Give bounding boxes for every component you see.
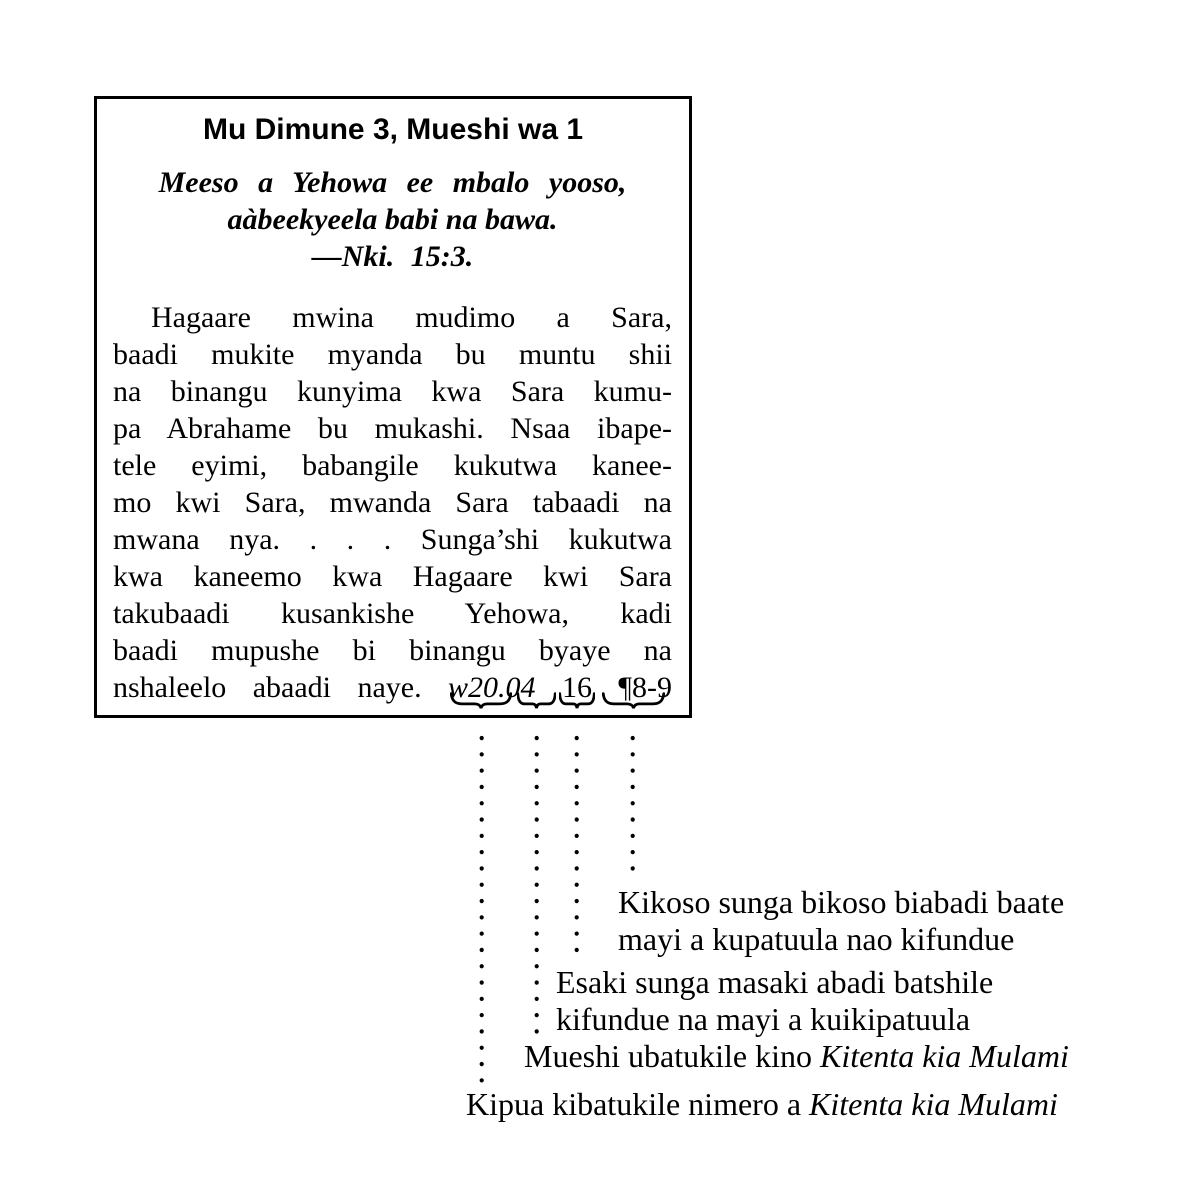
underbrace-symbol-icon: [450, 692, 512, 709]
study-paragraph: [113, 299, 672, 706]
callout-line: Kikoso sunga bikoso biabadi baate: [618, 884, 1065, 920]
underbrace-page-icon: [559, 692, 595, 709]
callout-line: mayi a kupatuula nao kifundue: [618, 921, 1015, 957]
callout-publication-name: Kitenta kia Mulami: [819, 1038, 1069, 1074]
paragraph-line: pa Abrahame bu mukashi. Nsaa ibape-: [113, 412, 672, 445]
callout-text: Mueshi ubatukile kino: [524, 1038, 812, 1074]
underbrace-paragraphs-icon: [602, 692, 665, 709]
underbrace-issue-icon: [517, 692, 556, 709]
paragraph-line: baadi mukite myanda bu muntu shii: [113, 338, 672, 371]
paragraph-line: mwana nya. . . . Sunga’shi kukutwa: [113, 523, 672, 556]
paragraph-line: kwa kaneemo kwa Hagaare kwi Sara: [113, 560, 672, 593]
scripture-text: [113, 164, 672, 275]
callout-publication-name: Kitenta kia Mulami: [809, 1086, 1058, 1122]
callout-label-issue: [524, 1038, 1069, 1075]
callout-line: Esaki sunga masaki abadi batshile: [556, 964, 994, 1000]
paragraph-end-text: nshaleelo abaadi naye.: [113, 671, 422, 704]
paragraph-line: mo kwi Sara, mwanda Sara tabaadi na: [113, 486, 672, 519]
paragraph-line: na binangu kunyima kwa Sara kumu-: [113, 375, 672, 408]
scripture-reference: —Nki. 15:3.: [311, 240, 474, 273]
paragraph-line: takubaadi kusankishe Yehowa, kadi: [113, 597, 672, 630]
citation-paragraphs: ¶8-9: [618, 671, 672, 704]
callout-label-page: [556, 964, 993, 1038]
citation-page: 16: [561, 671, 592, 704]
paragraph-line: Hagaare mwina mudimo a Sara,: [151, 301, 672, 334]
callout-label-symbol: [466, 1086, 1058, 1123]
paragraph-line: baadi mupushe bi binangu byaye na: [113, 634, 672, 667]
paragraph-line: tele eyimi, babangile kukutwa kanee-: [113, 449, 672, 482]
callout-label-paragraphs: [618, 884, 1064, 958]
callout-line: kifundue na mayi a kuikipatuula: [556, 1001, 971, 1037]
scripture-line-1: Meeso a Yehowa ee mbalo yooso,: [158, 166, 627, 199]
study-note-card: [94, 96, 692, 718]
callout-text: Kipua kibatukile nimero a: [466, 1086, 802, 1122]
scripture-line-2: aàbeekyeela babi na bawa.: [227, 203, 558, 236]
card-title: Mu Dimune 3, Mueshi wa 1: [202, 113, 584, 146]
citation-symbol: w20.04: [448, 671, 536, 704]
